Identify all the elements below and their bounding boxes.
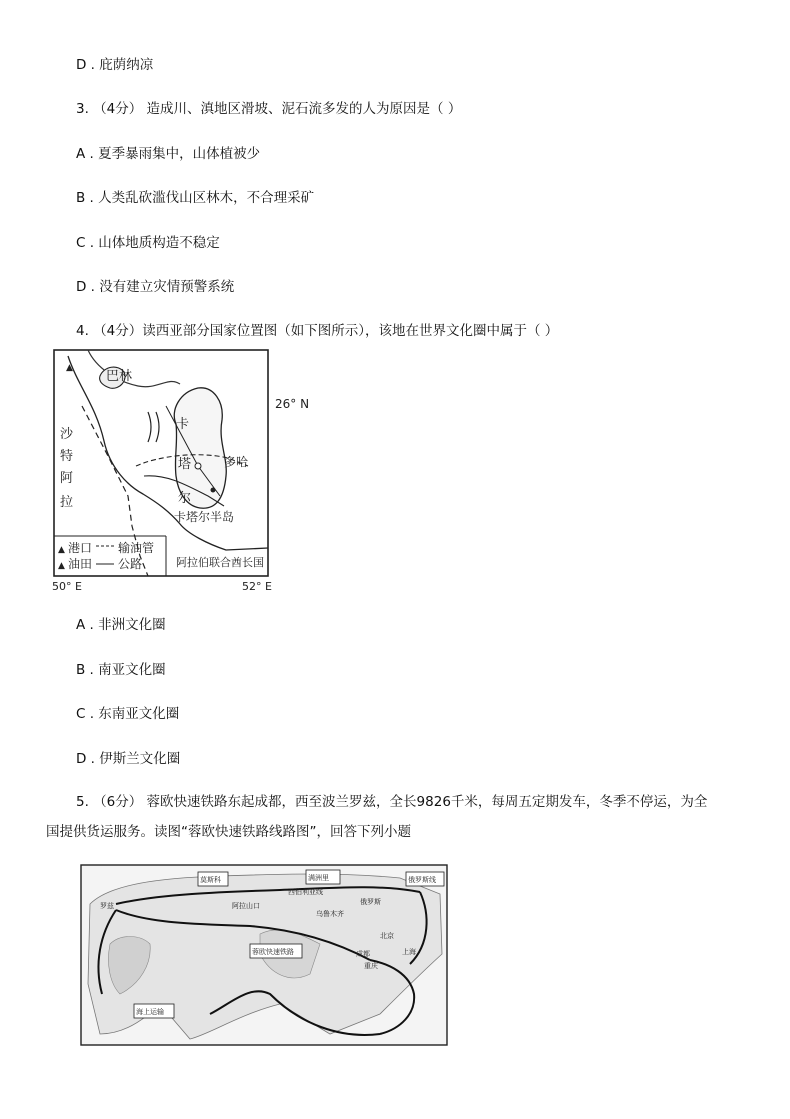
label-chengdu: 成都 <box>356 950 370 958</box>
label-rongou: 蓉欧快速铁路 <box>252 948 294 956</box>
q4-option-c[interactable]: C . 东南亚文化圈 <box>76 706 180 722</box>
label-lon-right: 52° E <box>242 580 272 593</box>
label-kazakh: 阿拉山口 <box>232 902 260 910</box>
q3-option-c[interactable]: C . 山体地质构造不稳定 <box>76 235 220 251</box>
port-dot <box>211 488 216 493</box>
label-sea-route: 海上运输 <box>136 1008 164 1016</box>
q4-option-d[interactable]: D . 伊斯兰文化圈 <box>76 751 181 767</box>
legend-pipeline: 输油管 <box>118 541 155 555</box>
label-chongqing: 重庆 <box>364 962 378 970</box>
label-top-left: 莫斯科 <box>200 876 221 884</box>
label-lodz: 罗兹 <box>100 902 114 910</box>
q5-stem: 5. （6分） 蓉欧快速铁路东起成都，西至波兰罗兹，全长9826千米，每周五定期发车，冬季不停运，为全国提供货运服务。读图“蓉欧快速铁路线路图”，回答下列小题 <box>46 794 708 840</box>
label-doha: 多哈 <box>224 455 249 469</box>
label-peninsula: 卡塔尔半岛 <box>174 510 235 524</box>
label-beijing: 北京 <box>380 932 394 940</box>
legend-port: 港口 <box>68 541 93 555</box>
q5-map-figure <box>80 864 450 1048</box>
q4-map-figure <box>48 346 310 594</box>
label-lat: 26° N <box>275 397 310 411</box>
doha-dot <box>195 463 201 469</box>
q4-stem: 4. （4分）读西亚部分国家位置图（如下图所示），该地在世界文化圈中属于（ ） <box>76 323 559 339</box>
label-uae: 阿拉伯联合酋长国 <box>176 556 264 569</box>
svg-text:▲: ▲ <box>58 545 65 555</box>
q3-stem: 3. （4分） 造成川、滇地区滑坡、泥石流多发的人为原因是（ ） <box>76 101 462 117</box>
label-shanghai: 上海 <box>402 948 416 956</box>
label-arctic: 俄罗斯 <box>360 898 381 906</box>
svg-text:▲: ▲ <box>66 363 73 373</box>
q3-option-a[interactable]: A . 夏季暴雨集中，山体植被少 <box>76 146 261 162</box>
label-wulumuqi: 乌鲁木齐 <box>316 910 344 918</box>
label-top-mid: 满洲里 <box>308 874 329 882</box>
q4-option-b[interactable]: B . 南亚文化圈 <box>76 662 166 678</box>
label-saudi-2: 特 <box>60 449 74 464</box>
q2-option-d: D . 庇荫纳凉 <box>76 57 154 73</box>
svg-text:▲: ▲ <box>58 561 65 571</box>
label-qatar-1: 卡 <box>176 417 190 432</box>
legend-oilfield: 油田 <box>68 557 93 571</box>
label-saudi-4: 拉 <box>60 495 74 510</box>
q4-option-a[interactable]: A . 非洲文化圈 <box>76 617 166 633</box>
label-saudi-1: 沙 <box>60 427 74 442</box>
label-qatar-3: 尔 <box>178 491 192 506</box>
label-bahrain: 巴林 <box>106 369 133 384</box>
q3-option-d[interactable]: D . 没有建立灾情预警系统 <box>76 279 235 295</box>
label-qatar-2: 塔 <box>178 457 192 472</box>
label-lon-left: 50° E <box>52 580 82 593</box>
q3-option-b[interactable]: B . 人类乱砍滥伐山区林木，不合理采矿 <box>76 190 315 206</box>
label-top-right: 俄罗斯线 <box>408 876 436 884</box>
label-north-line: 西伯利亚线 <box>288 888 323 896</box>
label-saudi-3: 阿 <box>60 471 74 486</box>
legend-road: 公路 <box>118 557 143 571</box>
